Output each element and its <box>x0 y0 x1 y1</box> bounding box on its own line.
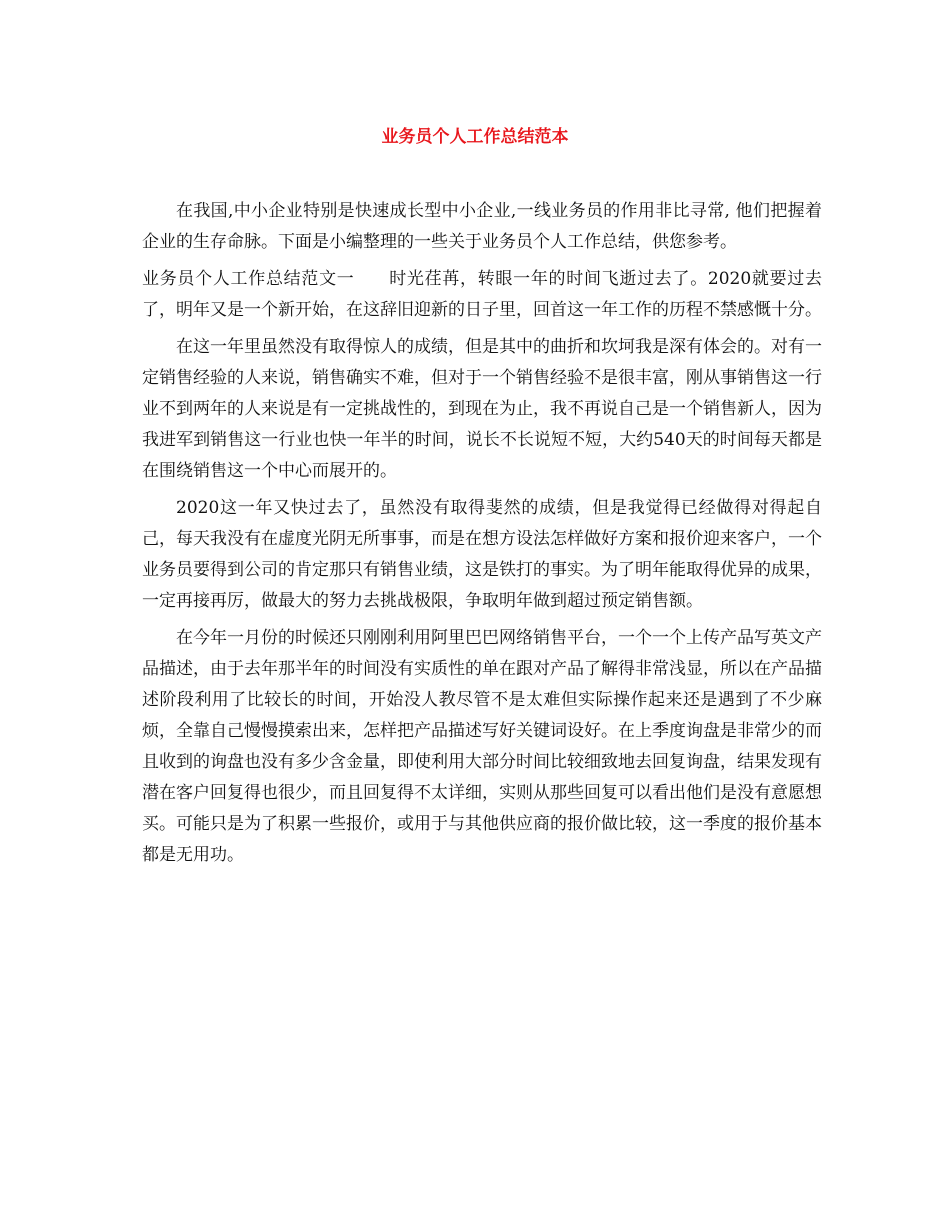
sample-one-heading: 业务员个人工作总结范文一 <box>142 269 355 289</box>
body-paragraph-year-review: 2020这一年又快过去了，虽然没有取得斐然的成绩，但是我觉得已经做得对得起自己，每天我没有在虚度光阴无所事事，而是在想方设法怎样做好方案和报价迎来客户，一个业务员要得到公司的肯定那只有销售业绩，这是铁打的事实。为了明年能取得优异的成果，一定再接再厉，做最大的努力去挑战极限，争取明年做到超过预定销售额。 <box>142 498 822 611</box>
body-paragraph-january-work: 在今年一月份的时候还只刚刚利用阿里巴巴网络销售平台，一个一个上传产品写英文产品描述，由于去年那半年的时间没有实质性的单在跟对产品了解得非常浅显，所以在产品描述阶段利用了比较长的时间，开始没人教尽管不是太难但实际操作起来还是遇到了不少麻烦，全靠自己慢慢摸索出来，怎样把产品描述写好关键词设好。在上季度询盘是非常少的而且收到的询盘也没有多少含金量，即使利用大部分时间比较细致地去回复询盘，结果发现有潜在客户回复得也很少，而且回复得不太详细，实则从那些回复可以看出他们是没有意愿想买。可能只是为了积累一些报价，或用于与其他供应商的报价做比较，这一季度的报价基本都是无用功。 <box>142 628 822 865</box>
page-title: 业务员个人工作总结范本 <box>381 127 569 147</box>
sample-one-opening-text: 时光荏苒，转眼一年的时间飞逝过去了。2020就要过去了，明年又是一个新开始，在这辞旧迎新的日子里，回首这一年工作的历程不禁感慨十分。 <box>142 269 823 320</box>
intro-paragraph: 在我国,中小企业特别是快速成长型中小企业,一线业务员的作用非比寻常, 他们把握着企业的生存命脉。下面是小编整理的一些关于业务员个人工作总结，供您参考。 <box>142 201 822 252</box>
body-paragraph-experience: 在这一年里虽然没有取得惊人的成绩，但是其中的曲折和坎坷我是深有体会的。对有一定销售经验的人来说，销售确实不难，但对于一个销售经验不是很丰富，刚从事销售这一行业不到两年的人来说是有一定挑战性的，到现在为止，我不再说自己是一个销售新人，因为我进军到销售这一行业也快一年半的时间，说长不长说短不短，大约540天的时间每天都是在围绕销售这一个中心而展开的。 <box>142 337 822 481</box>
document-body <box>142 196 822 877</box>
sample-one-paragraph <box>142 264 822 326</box>
